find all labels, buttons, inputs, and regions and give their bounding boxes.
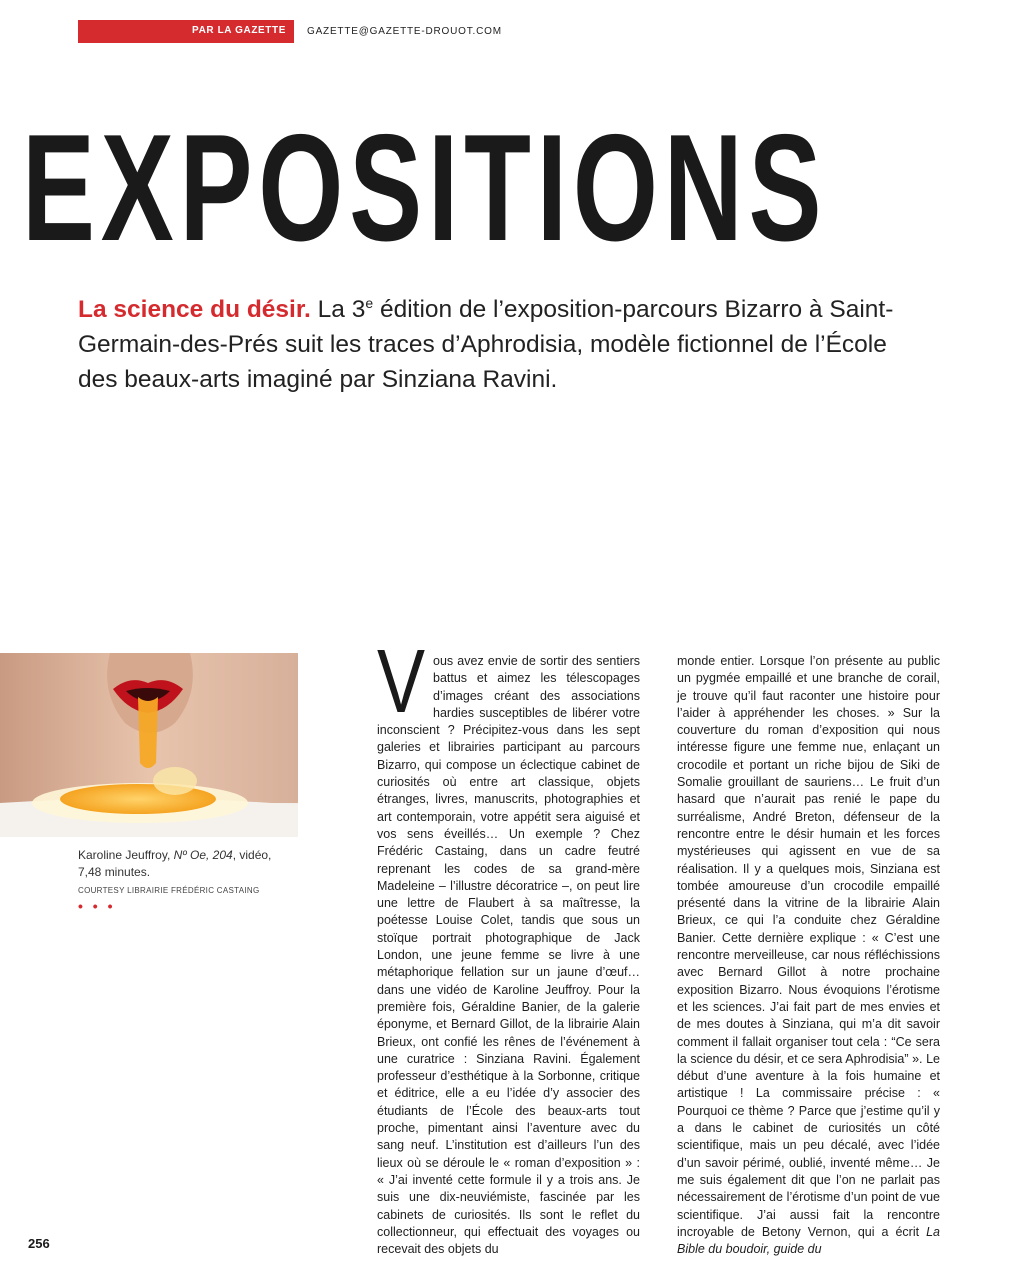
photo-caption <box>78 847 298 881</box>
page-number: 256 <box>28 1236 50 1251</box>
article-text-right <box>677 653 940 1258</box>
caption-details: , vidéo, 7,48 minutes. <box>78 848 272 879</box>
lead-text-rest: édition de l’exposition-parcours Bizarro à Saint-Germain-des-Prés suit les traces d’Aphrodisia, modèle fictionnel de l’École des beaux-arts imaginé par Sinziana Ravini. <box>78 296 894 394</box>
book-title: La Bible du boudoir, guide du <box>677 1224 940 1257</box>
contact-email[interactable]: GAZETTE@GAZETTE-DROUOT.COM <box>307 26 502 37</box>
lead-text-start: La 3 <box>310 296 366 324</box>
lead-kicker: La science du désir. <box>78 296 311 324</box>
caption-work-title: Nº Oe, 204 <box>173 848 233 862</box>
dropcap: V <box>377 632 426 732</box>
article-text-right-body: monde entier. Lorsque l’on présente au public un pygmée empaillé et une branche de corail, je trouve qu’il faut raconter une histoire pour l’aider à appréhender les choses. » Sur la couverture du roman d’exposition qui nous intéresse figure une femme nue, enlaçant un crocodile et portant un riche bijou de Siki de Somalie grouillant de sauriens… Le fruit d’un hasard que n’aurait pas renié le pape du surréalisme, André Breton, défenseur de la rencontre entre le désir humain et les forces mystérieuses qui agissent en vue de sa réalisation. Il y a quelques mois, Sinziana est tombée amoureuse d’un crocodile empaillé présenté dans la vitrine de la librairie Alain Brieux, ce qui l’a conduite chez Géraldine Banier. Cette dernière explique : « C’est une rencontre merveilleuse, car nous réfléchissions avec Bernard Gillot à notre prochaine exposition Bizarro. Nous évoquions l’érotisme et les sciences. J’ai fait part de mes envies et de mes doutes à Sinziana, qui m’a dit savoir comment il fallait organiser tout cela : “Ce sera la science du désir, et ce sera Aphrodisia” ». Le début d’une aventure à la fois humaine et artistique ! La commissaire précise : « Pourquoi ce thème ? Parce que j’estime qu’il y a dans le cabinet de curiosités un côté scientifique, mais un peu décalé, avec l’idée d’un savoir périmé, oublié, inventé même… Je me suis également dit que l’on ne parlait pas nécessairement de l’érotisme d’un point de vue scientifique. J’ai aussi fait la rencontre incroyable de Betony Vernon, qui a écrit <box>677 654 940 1239</box>
article-column-left <box>377 632 640 1258</box>
section-label: PAR LA GAZETTE <box>192 25 286 36</box>
caption-artist: Karoline Jeuffroy, <box>78 848 174 862</box>
article-photo <box>0 653 298 837</box>
article-text-left: ous avez envie de sortir des sentiers battus et aimez les télescopages d’images créant des associations hardies susceptibles de libérer votre inconscient ? Précipitez-vous dans les sept galeries et librairies participant au parcours Bizarro, qui compose un éclectique cabinet de curiosités où entre art classique, objets étranges, livres, manuscrits, photographies et art contemporain, votre appétit sera aiguisé et vos sens éveillés… Un exemple ? Chez Frédéric Castaing, dans un cadre feutré reprenant les codes de sa grand-mère Madeleine – l’illustre décoratrice –, on peut lire une lettre de Flaubert à sa maîtresse, la poétesse Louise Colet, tandis que sous un stoïque portrait photographique de Jack London, une jeune femme se livre à une métaphorique fellation sur un jaune d’œuf… dans une vidéo de Karoline Jeuffroy. Pour la première fois, Géraldine Banier, de la galerie éponyme, et Bernard Gillot, de la librairie Alain Brieux, ont confié les rênes de l’événement à une curatrice : Sinziana Ravini. Également professeur d’esthétique à la Sorbonne, critique et éditrice, elle a eu l’idée d’y associer des étudiants de l’École des beaux-arts tout proche, pimentant ainsi l’aventure avec du sang neuf. L’institution est d’ailleurs l’un des lieux où se déroule le « roman d’exposition » : « J’ai inventé cette formule il y a trois ans. Je suis une dix-neuviémiste, fascinée par les cabinets de curiosités. Ils sont le reflet du collectionneur, qui effectuait des voyages ou recevait des objets du <box>377 654 640 1257</box>
ornament-dots: • • • <box>78 898 116 914</box>
section-header-bar <box>78 20 294 43</box>
lead-superscript: e <box>365 295 374 311</box>
photo-credit: COURTESY LIBRAIRIE FRÉDÉRIC CASTAING <box>78 886 260 895</box>
article-column-right <box>677 653 940 1258</box>
photo-illustration <box>0 653 298 837</box>
page-title: EXPOSITIONS <box>22 103 828 273</box>
lead-paragraph <box>78 286 898 397</box>
